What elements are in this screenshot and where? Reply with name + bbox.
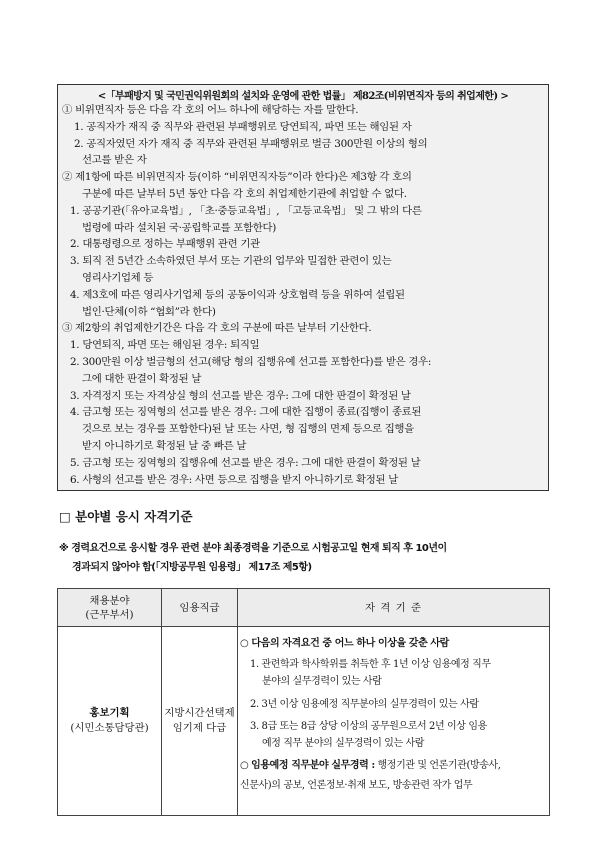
law-box-line: 1. 공직자가 재직 중 직무와 관련된 부패행위로 당연퇴직, 파면 또는 해임된 자 xyxy=(74,120,412,133)
law-box-line: 받지 아니하기로 확정된 날 중 빠른 날 xyxy=(82,440,247,452)
table-row xyxy=(58,627,550,816)
experience-row xyxy=(240,759,501,772)
law-box-line: 1. 공공기관(「유아교육법」, 「초·중등교육법」, 「고등교육법」 및 그 밖의 다른 xyxy=(70,204,422,217)
law-box-line: 법령에 따라 설치된 국·공립학교를 포함한다) xyxy=(82,221,277,234)
law-box-line: 3. 퇴직 전 5년간 소속하였던 부서 또는 기관의 업무와 밀접한 관련이 있는 xyxy=(70,255,392,268)
field-name: 홍보기획 xyxy=(89,707,130,719)
law-box-line: 2. 공직자였던 자가 재직 중 직무와 관련된 부패행위로 벌금 300만원 이상의 형의 xyxy=(74,137,428,150)
law-box-line: 영리사기업체 등 xyxy=(82,272,154,284)
grade-line-2: 임기제 다급 xyxy=(172,722,227,734)
grade-line-1: 지방시간선택제 xyxy=(164,707,235,719)
criteria-line: 분야의 실무경력이 있는 사람 xyxy=(262,676,382,687)
law-box-line: 6. 사형의 선고를 받은 경우: 사면 등으로 집행을 받지 아니하기로 확정된 날 xyxy=(70,473,398,486)
criteria-line: 2. 3년 이상 임용예정 직무분야의 실무경력이 있는 사람 xyxy=(250,699,479,710)
circle-bullet-icon: ○ xyxy=(240,638,249,649)
section-title: □ 분야별 응시 자격기준 xyxy=(59,509,193,524)
header-grade: 임용직급 xyxy=(162,589,238,627)
law-box-line: 그에 대한 판결이 확정된 날 xyxy=(82,372,202,385)
circle-bullet-icon: ○ xyxy=(240,760,249,771)
law-box-line: 3. 자격정지 또는 자격상실 형의 선고를 받은 경우: 그에 대한 판결이 확정된 날 xyxy=(70,389,411,402)
law-box-line: ③ 제2항의 취업제한기간은 다음 각 호의 구분에 따른 날부터 기산한다. xyxy=(62,322,372,335)
law-box-line: 2. 300만원 이상 벌금형의 선고(해당 형의 집행유예 선고를 포함한다)를 받은 경우: xyxy=(70,356,432,368)
law-box-line: 5. 금고형 또는 징역형의 집행유예 선고를 받은 경우: 그에 대한 판결이 확정된 날 xyxy=(70,456,421,469)
law-box-title: <「부패방지 및 국민권익위원회의 설치와 운영에 관한 법률」 제82조(비위면직자 등의 취업제한) > xyxy=(97,91,509,102)
field-dept: (시민소통담당관) xyxy=(70,722,149,734)
criteria-line: 예정 직무 분야의 실무경력이 있는 사람 xyxy=(262,738,425,749)
criteria-line: 1. 관련학과 학사학위를 취득한 후 1년 이상 임용예정 직무 xyxy=(250,659,491,670)
law-box-line: 1. 당연퇴직, 파면 또는 해임된 경우: 퇴직일 xyxy=(70,339,260,352)
note-line-2: 경과되지 않아야 함(「지방공무원 임용령」 제17조 제5항) xyxy=(72,562,312,573)
header-field xyxy=(58,589,162,627)
experience-title: 임용예정 직무분야 실무경력 : xyxy=(251,760,375,771)
law-box-line: 법인·단체(이하 “협회”라 한다) xyxy=(82,305,216,318)
criteria-title: 다음의 자격요건 중 어느 하나 이상을 갖춘 사람 xyxy=(251,638,449,649)
header-dept-label: (근무부서) xyxy=(85,608,134,621)
cell-grade xyxy=(162,627,238,816)
note-line-1: ※ 경력요건으로 응시할 경우 관련 분야 최종경력을 기준으로 시험공고일 현재 퇴직 후 10년이 xyxy=(59,543,447,554)
law-box-line: 4. 제3호에 따른 영리사기업체 등의 공동이익과 상호협력 등을 위하여 설립된 xyxy=(70,288,405,301)
qualification-table xyxy=(57,588,550,816)
cell-field xyxy=(58,627,162,816)
law-box-line: ② 제1항에 따른 비위면직자 등(이하 “비위면직자등”이라 한다)은 제3항 각 호의 xyxy=(62,171,412,184)
law-box-line: 구분에 따른 날부터 5년 동안 다음 각 호의 취업제한기관에 취업할 수 없다. xyxy=(82,188,407,200)
table-header-row xyxy=(58,589,550,627)
law-box-line: 선고를 받은 자 xyxy=(82,154,147,167)
experience-text-1: 행정기관 및 언론기관(방송사, xyxy=(374,760,501,771)
header-field-label: 채용분야 xyxy=(89,594,130,607)
criteria-line: 3. 8급 또는 8급 상당 이상의 공무원으로서 2년 이상 임용 xyxy=(250,721,487,732)
law-box-line: 4. 금고형 또는 징역형의 선고를 받은 경우: 그에 대한 집행이 종료(집행이 종료된 xyxy=(70,406,422,419)
law-box-line: 것으로 보는 경우를 포함한다)된 날 또는 사면, 형 집행의 면제 등으로 집행을 xyxy=(82,423,414,436)
law-excerpt-box xyxy=(57,84,549,491)
criteria-title-row xyxy=(240,637,449,650)
law-box-line: ① 비위면직자 등은 다음 각 호의 어느 하나에 해당하는 자를 말한다. xyxy=(62,104,359,116)
cell-criteria xyxy=(238,627,550,816)
header-criteria: 자 격 기 준 xyxy=(238,589,550,627)
experience-text-2: 신문사)의 공보, 언론정보·취재 보도, 방송관련 작가 업무 xyxy=(240,780,473,791)
law-box-line: 2. 대통령령으로 정하는 부패행위 관련 기관 xyxy=(70,238,260,251)
